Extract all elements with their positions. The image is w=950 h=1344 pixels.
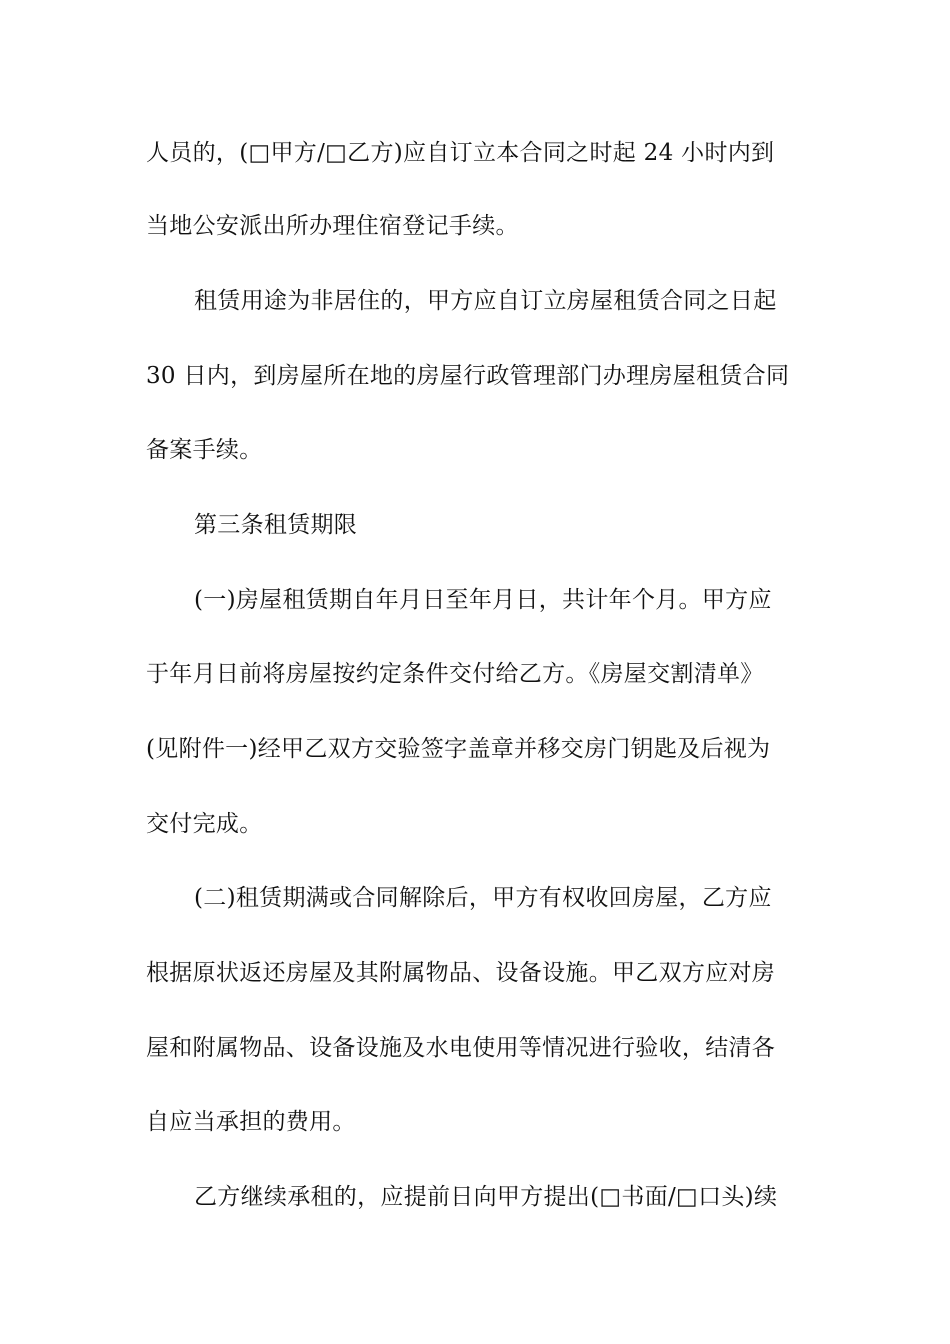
text-line: 30 日内，到房屋所在地的房屋行政管理部门办理房屋租赁合同	[146, 363, 790, 389]
text-line: (见附件一)经甲乙双方交验签字盖章并移交房门钥匙及后视为	[146, 736, 771, 762]
text-line: 于年月日前将房屋按约定条件交付给乙方。《房屋交割清单》	[146, 661, 764, 687]
text-line: 交付完成。	[146, 811, 263, 837]
text-line: 备案手续。	[146, 437, 263, 463]
text-line: 屋和附属物品、设备设施及水电使用等情况进行验收，结清各	[146, 1035, 776, 1061]
paragraph-line: 租赁用途为非居住的，甲方应自订立房屋租赁合同之日起	[194, 288, 777, 314]
text-line: 根据原状返还房屋及其附属物品、设备设施。甲乙双方应对房	[146, 960, 776, 986]
section-heading: 第三条租赁期限	[194, 512, 358, 538]
paragraph-line: 乙方继续承租的，应提前日向甲方提出(□书面/□口头)续	[194, 1184, 778, 1210]
paragraph-line: (二)租赁期满或合同解除后，甲方有权收回房屋，乙方应	[194, 885, 772, 911]
paragraph-line: (一)房屋租赁期自年月日至年月日，共计年个月。甲方应	[194, 587, 772, 613]
text-line: 人员的，(□甲方/□乙方)应自订立本合同之时起 24 小时内到	[146, 140, 775, 166]
text-line: 自应当承担的费用。	[146, 1109, 356, 1135]
text-line: 当地公安派出所办理住宿登记手续。	[146, 213, 519, 239]
